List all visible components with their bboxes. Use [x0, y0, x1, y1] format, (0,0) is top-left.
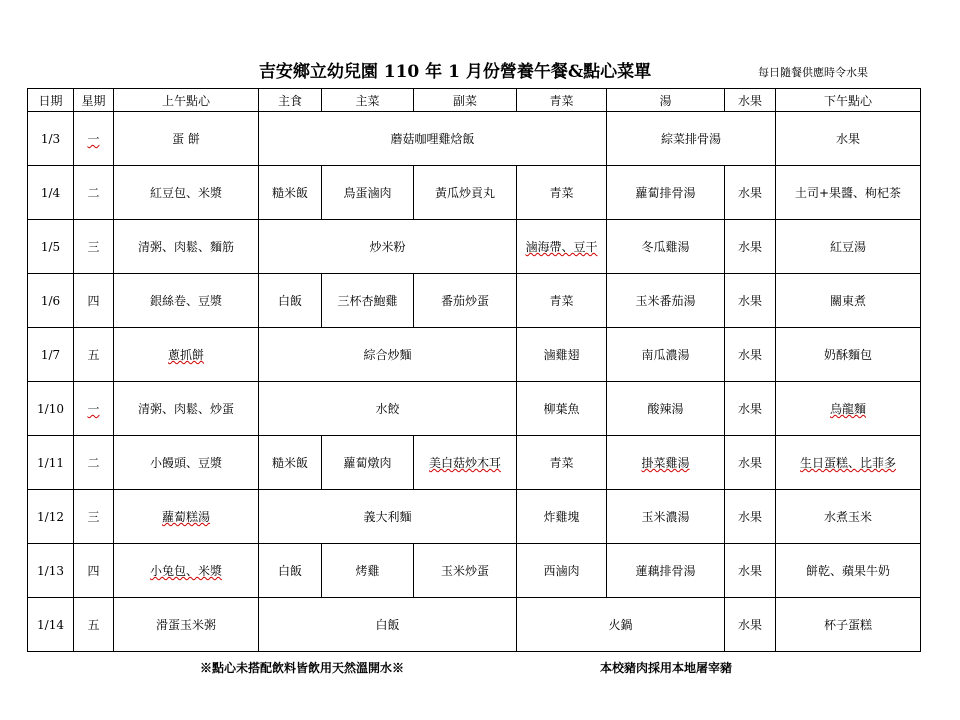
header-main-dish: 主菜	[322, 89, 414, 112]
cell-weekday: 四	[74, 274, 114, 328]
cell-weekday: 二	[74, 436, 114, 490]
cell-pm-snack: 關東煮	[776, 274, 921, 328]
table-row	[28, 382, 921, 436]
menu-table	[27, 88, 921, 652]
cell-fruit: 水果	[725, 490, 776, 544]
cell-main-dish: 蘿蔔燉肉	[322, 436, 414, 490]
cell-pm-snack: 杯子蛋糕	[776, 598, 921, 652]
table-row	[28, 166, 921, 220]
cell-side-dish: 玉米炒蛋	[414, 544, 517, 598]
cell-fruit: 水果	[725, 220, 776, 274]
header-side-dish: 副菜	[414, 89, 517, 112]
cell-weekday: 三	[74, 490, 114, 544]
vegetable-text: 滷海帶、豆干	[525, 240, 598, 254]
header-staple: 主食	[259, 89, 322, 112]
table-row	[28, 112, 921, 166]
cell-vegetable: 西滷肉	[517, 544, 607, 598]
cell-date: 1/3	[28, 112, 74, 166]
cell-main-combined: 水餃	[259, 382, 517, 436]
cell-am-snack: 銀絲卷、豆漿	[114, 274, 259, 328]
cell-weekday	[74, 382, 114, 436]
table-row	[28, 544, 921, 598]
cell-pm-snack: 餅乾、蘋果牛奶	[776, 544, 921, 598]
pm-snack-text: 烏龍麵	[829, 402, 866, 416]
cell-soup: 蘿蔔排骨湯	[607, 166, 725, 220]
cell-weekday: 四	[74, 544, 114, 598]
cell-main-dish: 烤雞	[322, 544, 414, 598]
table-row	[28, 328, 921, 382]
cell-weekday: 五	[74, 328, 114, 382]
cell-soup: 冬瓜雞湯	[607, 220, 725, 274]
cell-am-snack: 小饅頭、豆漿	[114, 436, 259, 490]
cell-main-combined: 綜合炒麵	[259, 328, 517, 382]
side-dish-text: 美白菇炒木耳	[428, 456, 501, 470]
table-row	[28, 490, 921, 544]
am-snack-text: 蘿蔔糕湯	[161, 510, 210, 524]
cell-weekday	[74, 112, 114, 166]
header-fruit: 水果	[725, 89, 776, 112]
cell-side-dish	[414, 436, 517, 490]
cell-soup: 玉米濃湯	[607, 490, 725, 544]
cell-am-snack	[114, 490, 259, 544]
cell-fruit: 水果	[776, 112, 921, 166]
cell-date: 1/12	[28, 490, 74, 544]
header-pm-snack: 下午點心	[776, 89, 921, 112]
footer-drink-note: ※點心未搭配飲料皆飲用天然溫開水※	[200, 661, 405, 675]
cell-vegetable: 青菜	[517, 166, 607, 220]
cell-pm-snack: 土司+果醬、枸杞茶	[776, 166, 921, 220]
cell-veg-soup-combined: 火鍋	[517, 598, 725, 652]
cell-fruit: 水果	[725, 436, 776, 490]
cell-soup: 蓮藕排骨湯	[607, 544, 725, 598]
cell-fruit: 水果	[725, 544, 776, 598]
cell-am-snack: 蛋 餅	[114, 112, 259, 166]
cell-am-snack	[114, 544, 259, 598]
cell-staple: 白飯	[259, 544, 322, 598]
cell-main-combined: 炒米粉	[259, 220, 517, 274]
cell-main-combined: 義大利麵	[259, 490, 517, 544]
cell-date: 1/10	[28, 382, 74, 436]
cell-main-dish: 鳥蛋滷肉	[322, 166, 414, 220]
cell-soup	[607, 436, 725, 490]
cell-main-combined: 白飯	[259, 598, 517, 652]
weekday-text: 一	[87, 132, 100, 146]
weekday-text: 一	[87, 402, 100, 416]
cell-weekday: 三	[74, 220, 114, 274]
cell-weekday: 五	[74, 598, 114, 652]
cell-fruit: 水果	[725, 328, 776, 382]
cell-date: 1/5	[28, 220, 74, 274]
table-row	[28, 436, 921, 490]
cell-soup: 玉米番茄湯	[607, 274, 725, 328]
cell-pm-snack	[776, 436, 921, 490]
cell-soup: 酸辣湯	[607, 382, 725, 436]
cell-side-dish: 黃瓜炒貢丸	[414, 166, 517, 220]
cell-weekday: 二	[74, 166, 114, 220]
cell-fruit: 水果	[725, 382, 776, 436]
header-date: 日期	[28, 89, 74, 112]
table-row	[28, 598, 921, 652]
cell-pm-snack: 奶酥麵包	[776, 328, 921, 382]
cell-am-snack: 紅豆包、米漿	[114, 166, 259, 220]
cell-vegetable: 柳葉魚	[517, 382, 607, 436]
page-title: 吉安鄉立幼兒園 110 年 1 月份營養午餐&點心菜單	[258, 62, 652, 82]
table-row	[28, 220, 921, 274]
cell-am-snack	[114, 328, 259, 382]
am-snack-text: 蔥抓餅	[167, 348, 204, 362]
cell-main-combined: 蘑菇咖哩雞焓飯	[259, 112, 607, 166]
table-row	[28, 274, 921, 328]
cell-pm-snack: 水煮玉米	[776, 490, 921, 544]
cell-main-dish: 三杯杏鮑雞	[322, 274, 414, 328]
cell-date: 1/4	[28, 166, 74, 220]
cell-soup: 南瓜濃湯	[607, 328, 725, 382]
am-snack-text: 小兔包、米漿	[149, 564, 222, 578]
cell-am-snack: 清粥、肉鬆、炒蛋	[114, 382, 259, 436]
cell-date: 1/7	[28, 328, 74, 382]
cell-vegetable: 炸雞塊	[517, 490, 607, 544]
header-am-snack: 上午點心	[114, 89, 259, 112]
cell-staple: 糙米飯	[259, 436, 322, 490]
cell-fruit: 水果	[725, 598, 776, 652]
header-vegetable: 青菜	[517, 89, 607, 112]
pm-snack-text: 生日蛋糕、比菲多	[799, 456, 896, 470]
header-soup: 湯	[607, 89, 725, 112]
cell-side-dish: 番茄炒蛋	[414, 274, 517, 328]
cell-am-snack: 清粥、肉鬆、麵筋	[114, 220, 259, 274]
header-weekday: 星期	[74, 89, 114, 112]
cell-veg-soup-combined: 綜菜排骨湯	[607, 112, 776, 166]
cell-date: 1/14	[28, 598, 74, 652]
cell-pm-snack: 紅豆湯	[776, 220, 921, 274]
fruit-note: 每日隨餐供應時令水果	[758, 66, 868, 79]
cell-pm-snack	[776, 382, 921, 436]
cell-vegetable	[517, 220, 607, 274]
cell-fruit: 水果	[725, 274, 776, 328]
cell-date: 1/6	[28, 274, 74, 328]
cell-am-snack: 滑蛋玉米粥	[114, 598, 259, 652]
cell-vegetable: 青菜	[517, 436, 607, 490]
header-row	[28, 89, 921, 112]
soup-text: 掛菜雞湯	[641, 456, 690, 470]
cell-fruit: 水果	[725, 166, 776, 220]
cell-staple: 白飯	[259, 274, 322, 328]
cell-vegetable: 滷雞翅	[517, 328, 607, 382]
cell-date: 1/13	[28, 544, 74, 598]
cell-date: 1/11	[28, 436, 74, 490]
footer-pork-note: 本校豬肉採用本地屠宰豬	[600, 661, 733, 675]
cell-staple: 糙米飯	[259, 166, 322, 220]
cell-vegetable: 青菜	[517, 274, 607, 328]
